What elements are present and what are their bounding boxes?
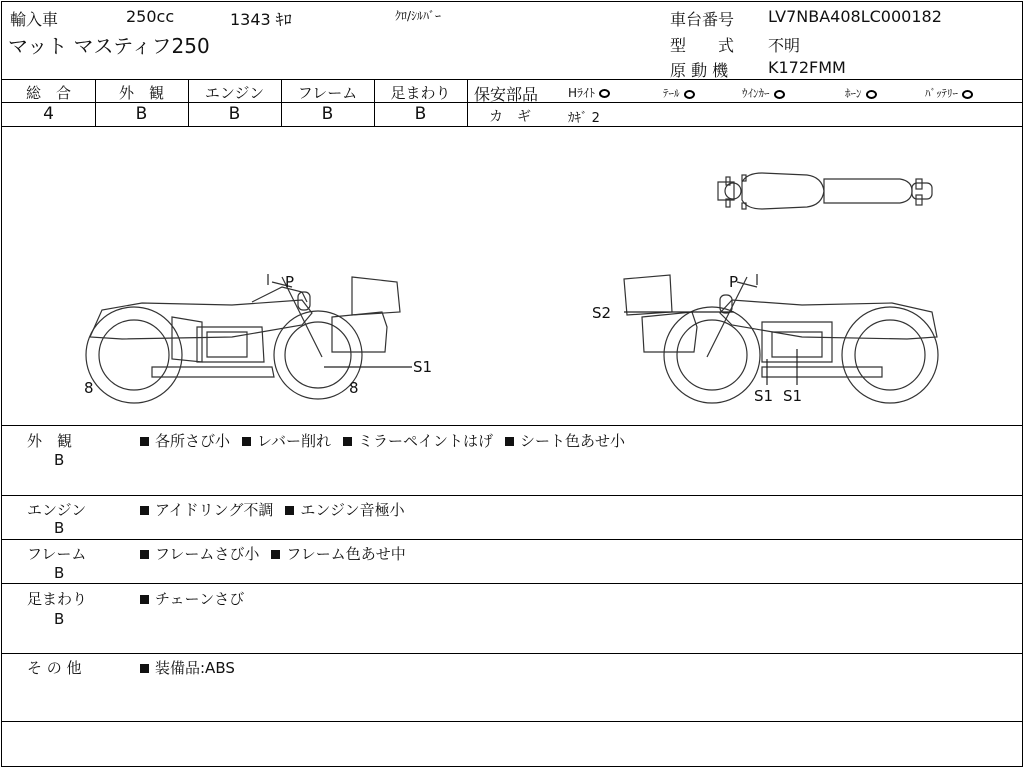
grade-engine: B — [228, 104, 241, 124]
note-label-frame: フレーム — [27, 545, 87, 563]
mark-s1-left: S1 — [413, 358, 433, 376]
note-grade-engine: B — [54, 519, 65, 537]
grade-overall: 4 — [43, 104, 54, 124]
inspection-sheet — [1, 1, 1023, 767]
mark-rear-tire: 8 — [349, 379, 359, 397]
grade-header-exterior: 外 観 — [118, 84, 164, 102]
engine-number: K172FMM — [768, 58, 846, 77]
mark-p-left: P — [285, 273, 295, 291]
safety-headlight: Hﾗｲﾄ — [568, 84, 610, 101]
grade-frame: B — [321, 104, 334, 124]
safety-parts-label: 保安部品 — [474, 85, 539, 104]
grade-header-frame: フレーム — [297, 84, 358, 102]
note-label-exterior: 外 観 — [27, 432, 73, 450]
mileage: 1343 ｷﾛ — [230, 10, 292, 29]
bullet-square-icon — [242, 437, 251, 446]
bullet-square-icon — [140, 506, 149, 515]
note-items-other: 装備品:ABS — [140, 657, 247, 678]
divider — [2, 79, 1022, 80]
safety-taillight: ﾃｰﾙ — [663, 85, 695, 101]
marker-leaders — [268, 274, 797, 385]
bullet-square-icon — [140, 550, 149, 559]
motorcycle-top-view — [718, 173, 932, 209]
engine-number-label: 原 動 機 — [670, 61, 729, 80]
model-code: 不明 — [768, 36, 801, 55]
safety-winker: ｳｲﾝｶｰ — [742, 85, 785, 101]
displacement: 250cc — [126, 7, 175, 26]
model-name: マット マスティフ250 — [8, 34, 210, 58]
damage-diagram — [2, 127, 1022, 425]
note-items-engine: アイドリング不調 エンジン音極小 — [140, 499, 417, 520]
key-count: ｶｷﾞ 2 — [568, 111, 600, 126]
ok-circle-icon — [684, 90, 695, 99]
ok-circle-icon — [962, 90, 973, 99]
safety-horn: ﾎｰﾝ — [845, 85, 877, 101]
frame-number-label: 車台番号 — [670, 10, 735, 29]
motorcycle-right-view — [624, 275, 938, 403]
note-label-suspension: 足まわり — [27, 590, 88, 608]
note-grade-exterior: B — [54, 451, 65, 469]
grade-suspension: B — [414, 104, 427, 124]
note-items-suspension: チェーンさび — [140, 588, 256, 609]
frame-number: LV7NBA408LC000182 — [768, 7, 942, 26]
bullet-square-icon — [140, 595, 149, 604]
ok-circle-icon — [774, 90, 785, 99]
note-items-frame: フレームさび小 フレーム色あせ中 — [140, 543, 418, 564]
bullet-square-icon — [285, 506, 294, 515]
note-grade-suspension: B — [54, 610, 65, 628]
key-label: カ ギ — [489, 109, 531, 125]
note-items-exterior: 各所さび小 レバー削れ ミラーペイントはげ シート色あせ小 — [140, 430, 637, 451]
mark-s1-right-a: S1 — [754, 387, 774, 405]
vehicle-color: ｸﾛ/ｼﾙﾊﾞｰ — [395, 9, 442, 23]
grade-exterior: B — [135, 104, 148, 124]
bullet-square-icon — [505, 437, 514, 446]
note-grade-frame: B — [54, 564, 65, 582]
grade-header-engine: エンジン — [204, 84, 265, 102]
mark-front-tire: 8 — [84, 379, 94, 397]
note-label-engine: エンジン — [27, 501, 87, 519]
mark-s2-right: S2 — [592, 304, 612, 322]
bullet-square-icon — [140, 437, 149, 446]
grade-header-overall: 総 合 — [25, 84, 71, 102]
grade-header-suspension: 足まわり — [390, 84, 451, 102]
model-code-label: 型 式 — [670, 36, 735, 55]
vehicle-category: 輸入車 — [10, 10, 59, 29]
note-label-other: そ の 他 — [27, 659, 82, 677]
bullet-square-icon — [140, 664, 149, 673]
safety-battery: ﾊﾞｯﾃﾘｰ — [925, 85, 973, 101]
ok-circle-icon — [866, 90, 877, 99]
ok-circle-icon — [599, 89, 610, 98]
mark-s1-right-b: S1 — [783, 387, 803, 405]
mark-p-right: P — [729, 273, 739, 291]
bullet-square-icon — [271, 550, 280, 559]
bullet-square-icon — [343, 437, 352, 446]
